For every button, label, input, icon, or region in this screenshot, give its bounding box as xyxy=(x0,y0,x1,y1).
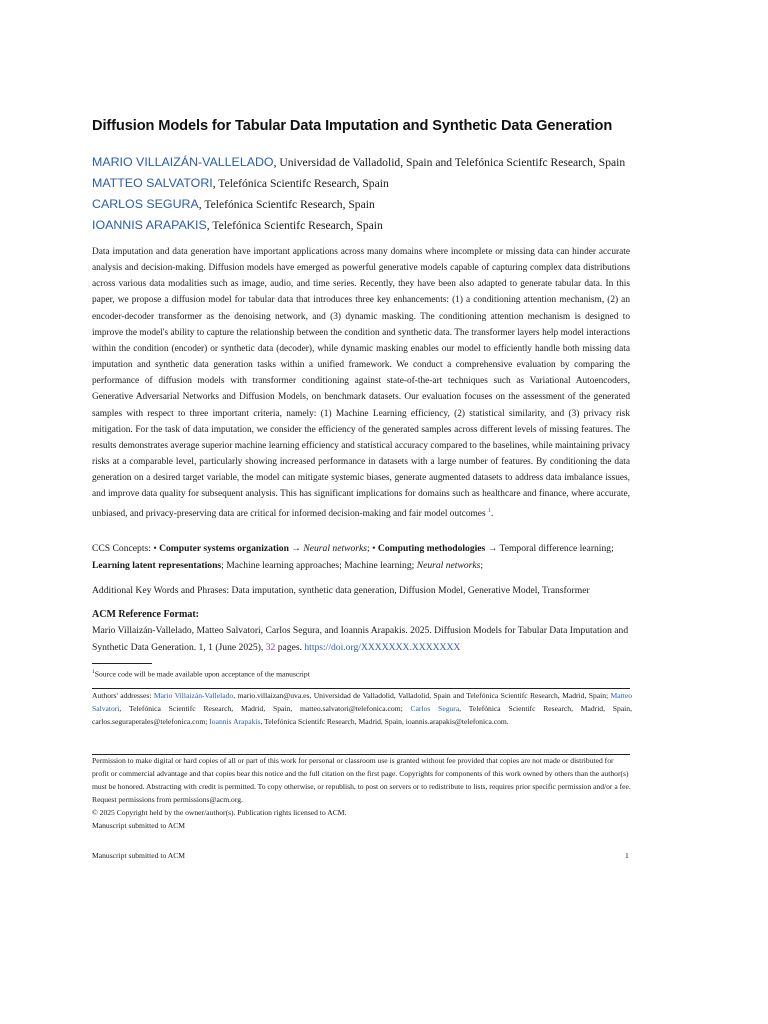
ccs-label: CCS Concepts: xyxy=(92,543,154,554)
addresses-label: Authors' addresses: xyxy=(92,691,154,700)
addresses-divider xyxy=(92,688,630,689)
abstract-text: Data imputation and data generation have important applications across many domains where incomplete or missing data can hinder accurate analysis and decision-making. Diffusion models have emerged as powerful generative models capable of capturing complex data distributions across various data modalities such as image, audio, and time series. Recently, they have been also adapted to generate tabular data. In this paper, we propose a diffusion model for tabular data that introduces three key enhancements: (1) a conditioning attention mechanism, (2) an encoder-decoder transformer as the denoising network, and (3) dynamic masking. The conditioning attention mechanism is designed to improve the model's ability to capture the relationship between the condition and synthetic data. The transformer layers help model interactions within the condition (encoder) or synthetic data (decoder), while dynamic masking enables our model to efficiently handle both missing data imputation and synthetic data generation tasks within a unified framework. We conduct a comprehensive evaluation by comparing the performance of diffusion models with transformer conditioning against state-of-the-art techniques such as Variational Autoencoders, Generative Adversarial Networks and Diffusion Models, on benchmark datasets. Our evaluation focuses on the assessment of the generated samples with respect to three important criteria, namely: (1) Machine Learning efficiency, (2) statistical similarity, and (3) privacy risk mitigation. For the task of data imputation, we consider the efficiency of the generated samples across different levels of missing features. The results demonstrates average superior machine learning efficiency and statistical accuracy compared to the baselines, while maintaining privacy risks at a comparable level, particularly showing increased performance in datasets with a large number of features. By conditioning the data generation on a desired target variable, the model can mitigate systemic biases, generate augmented datasets to address data imbalance issues, and improve data quality for subsequent analysis. This has significant implications for domains such as healthcare and finance, where accurate, unbiased, and privacy-preserving data are critical for informed decision-making and fair model outcomes xyxy=(92,247,630,519)
ccs-end: ; xyxy=(480,559,484,571)
ccs-arrow: → xyxy=(485,543,500,554)
author-name-link[interactable]: CARLOS SEGURA xyxy=(92,197,199,211)
ccs-subconcept-2: Temporal difference learning; xyxy=(499,543,614,554)
keywords: Additional Key Words and Phrases: Data imputation, synthetic data generation, Diffusion Model, Generative Model, Transformer xyxy=(92,585,590,596)
author-name-link[interactable]: MARIO VILLAIZÁN-VALLELADO xyxy=(92,155,274,169)
author-list xyxy=(92,152,652,236)
ccs-concept-2: Computing methodologies xyxy=(377,543,486,554)
ccs-separator: ; xyxy=(367,543,373,554)
author-address-link[interactable]: Matteo Salvatori xyxy=(92,691,633,713)
permission-notice xyxy=(92,755,632,832)
author-entry xyxy=(92,173,652,194)
ccs-bullet: • xyxy=(372,543,378,554)
ccs-concept-1: Computer systems organization xyxy=(159,543,289,554)
pages-link[interactable]: 32 xyxy=(265,641,276,653)
author-address-text: , Telefónica Scientifc Research, Madrid, Spain, carlos.seguraperales@telefonica.com; xyxy=(92,703,632,726)
page-number: 1 xyxy=(625,851,629,860)
author-address-text: , Telefónica Scientifc Research, Madrid, Spain, matteo.salvatori@telefonica.com; xyxy=(119,703,411,713)
author-address-link[interactable]: Ioannis Arapakis xyxy=(209,716,261,726)
author-name-link[interactable]: MATTEO SALVATORI xyxy=(92,176,213,190)
author-addresses xyxy=(92,690,632,729)
footnote-link[interactable]: 1 xyxy=(487,507,491,514)
doi-link[interactable]: https://doi.org/XXXXXXX.XXXXXXX xyxy=(304,641,461,653)
footnote-divider xyxy=(92,663,152,664)
author-entry xyxy=(92,215,652,236)
footnote xyxy=(92,666,310,681)
author-name-link[interactable]: IOANNIS ARAPAKIS xyxy=(92,218,207,232)
footer-running-text: Manuscript submitted to ACM xyxy=(92,851,186,860)
author-affiliation: , Universidad de Valladolid, Spain and Telefónica Scientifc Research, Spain xyxy=(273,156,626,169)
paper-title: Diffusion Models for Tabular Data Imputation and Synthetic Data Generation xyxy=(92,118,613,134)
footnote-mark: 1 xyxy=(92,669,95,675)
submission-line: Manuscript submitted to ACM xyxy=(92,820,186,830)
ccs-subconcept-1: Neural networks xyxy=(303,543,368,554)
permission-text: Permission to make digital or hard copies of all or part of this work for personal or classroom use is granted without fee provided that copies are not made or distributed for profit or commercial advantage and that copies bear this notice and the full citation on the first page. Copyrights for components of this work owned by others than the author(s) must be honored. Abstracting with credit is permitted. To copy otherwise, or republish, to post on servers or to redistribute to lists, requires prior specific permission and/or a fee. Request permissions from permissions@acm.org. xyxy=(92,756,631,804)
footnote-text: Source code will be made available upon acceptance of the manuscript xyxy=(94,669,310,679)
ccs-subconcept-3: Learning latent representations xyxy=(92,559,222,571)
ccs-concepts xyxy=(92,541,632,574)
ccs-arrow: → xyxy=(288,543,304,554)
author-address-text: , mario.villaizan@uva.es, Universidad de Valladolid, Valladolid, Spain and Telefónica Scientifc Research, Madrid, Spain; xyxy=(233,691,611,700)
abstract: Data imputation and data generation have important applications across many domains where incomplete or missing data can hinder accurate analysis and decision-making. Diffusion models have emerged as powerful generative models capable of capturing complex data distributions across various data modalities such as image, audio, and time series. Recently, they have been also adapted to generate tabular data. In this paper, we propose a diffusion model for tabular data that introduces three key enhancements: (1) a conditioning attention mechanism, (2) an encoder-decoder transformer as the denoising network, and (3) dynamic masking. The conditioning attention mechanism is designed to improve the model's ability to capture the relationship between the condition and synthetic data. The transformer layers help model interactions within the condition (encoder) or synthetic data (decoder), while dynamic masking enables our model to efficiently handle both missing data imputation and synthetic data generation tasks within a unified framework. We conduct a comprehensive evaluation by comparing the performance of diffusion models with transformer conditioning against state-of-the-art techniques such as Variational Autoencoders, Generative Adversarial Networks and Diffusion Models, on benchmark datasets. Our evaluation focuses on the assessment of the generated samples with respect to three important criteria, namely: (1) Machine Learning efficiency, (2) statistical similarity, and (3) privacy risk mitigation. For the task of data imputation, we consider the efficiency of the generated samples across different levels of missing features. The results demonstrates average superior machine learning efficiency and statistical accuracy compared to the baselines, while maintaining privacy risks at a comparable level, particularly showing increased performance in datasets with a large number of features. By conditioning the data generation on a desired target variable, the model can mitigate systemic biases, generate augmented datasets to address data imbalance issues, and improve data quality for subsequent analysis. This has significant implications for domains such as healthcare and finance, where accurate, unbiased, and privacy-preserving data are critical for informed decision-making and fair model outcomes $^1$. xyxy=(92,247,630,519)
acm-reference-text: Mario Villaizán-Vallelado, Matteo Salvatori, Carlos Segura, and Ioannis Arapakis. 2025. Diffusion Models for Tabular Data Imputation and Synthetic Data Generation. 1, 1 (June 2025), xyxy=(92,625,629,653)
ccs-bullet: • xyxy=(153,543,160,554)
author-address-link[interactable]: Mario Villaizán-Vallelado xyxy=(153,691,234,700)
acm-reference-pages-label: pages. xyxy=(275,641,305,653)
ccs-subconcept-5: Neural networks xyxy=(416,559,481,571)
ccs-subconcept-4: ; Machine learning approaches; Machine learning; xyxy=(221,559,417,571)
author-entry xyxy=(92,152,652,173)
author-affiliation: , Telefónica Scientifc Research, Spain xyxy=(212,177,389,190)
copyright-line: © 2025 Copyright held by the owner/author(s). Publication rights licensed to ACM. xyxy=(92,807,347,817)
author-affiliation: , Telefónica Scientifc Research, Spain xyxy=(198,198,375,211)
author-affiliation: , Telefónica Scientifc Research, Spain xyxy=(206,219,383,232)
author-entry xyxy=(92,194,652,215)
acm-reference xyxy=(92,623,632,656)
acm-reference-heading: ACM Reference Format: xyxy=(92,609,199,620)
author-address-text: , Telefónica Scientifc Research, Madrid, Spain, ioannis.arapakis@telefonica.com. xyxy=(260,716,509,726)
author-address-link[interactable]: Carlos Segura xyxy=(410,703,460,713)
